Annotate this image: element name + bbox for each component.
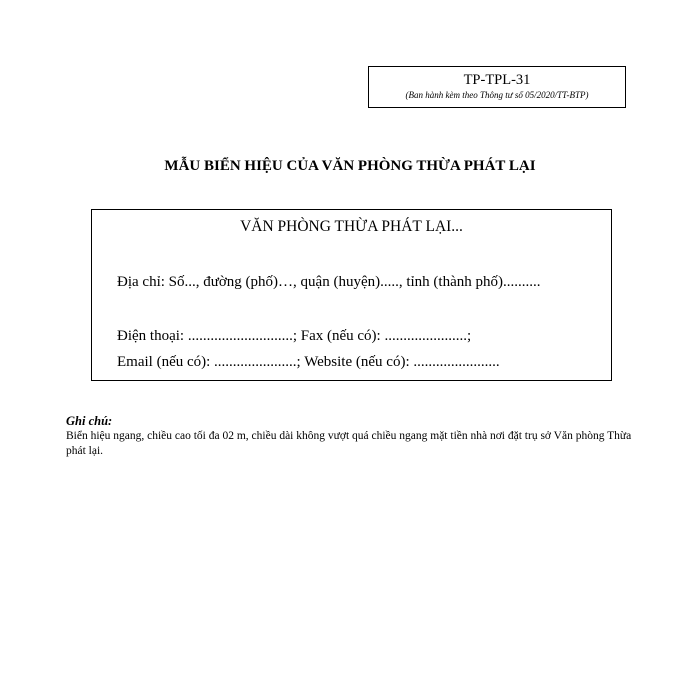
page-title: MẪU BIỂN HIỆU CỦA VĂN PHÒNG THỪA PHÁT LẠI (164, 158, 536, 174)
email-website-line: Email (nếu có): ......................; Website (nếu có): ....................... (117, 354, 500, 370)
form-issued-note: (Ban hành kèm theo Thông tư số 05/2020/TT-BTP) (405, 90, 589, 100)
form-code-box (368, 66, 626, 108)
form-code: TP-TPL-31 (463, 72, 531, 88)
office-name: VĂN PHÒNG THỪA PHÁT LẠI... (240, 218, 463, 235)
signboard-sample (91, 209, 612, 381)
note-section (66, 414, 638, 459)
note-text: Biển hiệu ngang, chiều cao tối đa 02 m, chiều dài không vượt quá chiều ngang mặt tiền nhà nơi đặt trụ sở Văn phòng Thừa phát lại. (66, 430, 632, 457)
phone-fax-line: Điện thoại: ............................; Fax (nếu có): ......................; (117, 328, 472, 344)
address-line: Địa chỉ: Số..., đường (phố)…, quận (huyện)....., tỉnh (thành phố).......... (117, 274, 541, 290)
note-title: Ghi chú: (66, 414, 113, 428)
